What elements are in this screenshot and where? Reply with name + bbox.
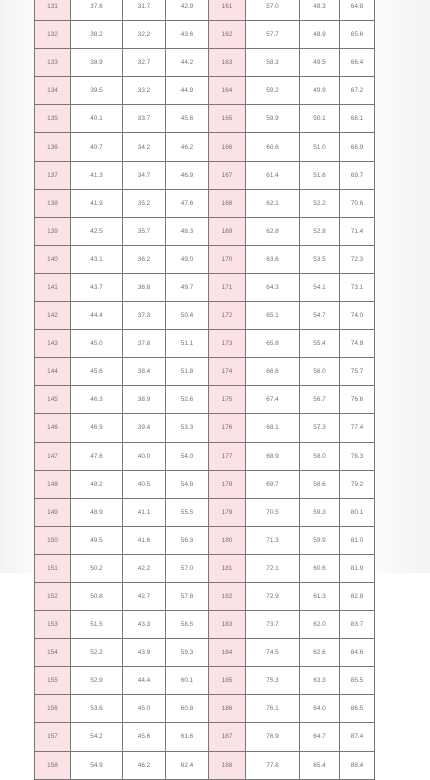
table-row	[35, 358, 375, 386]
table-cell: 164	[209, 77, 246, 105]
table-cell: 171	[209, 273, 246, 301]
table-cell: 37.6	[71, 0, 123, 21]
table-cell: 62.0	[300, 611, 340, 639]
table-cell: 48.9	[71, 498, 123, 526]
table-row	[35, 751, 375, 779]
table-cell: 38.4	[123, 358, 166, 386]
table-row	[35, 498, 375, 526]
table-cell: 34.7	[123, 161, 166, 189]
table-cell: 54.2	[71, 723, 123, 751]
table-cell: 142	[35, 302, 71, 330]
table-cell: 58.6	[300, 470, 340, 498]
table-cell: 39.4	[123, 414, 166, 442]
table-row	[35, 245, 375, 273]
table-cell: 134	[35, 77, 71, 105]
table-cell: 82.8	[340, 582, 375, 610]
table-row	[35, 0, 375, 21]
table-cell: 67.4	[246, 386, 300, 414]
table-row	[35, 667, 375, 695]
table-cell: 73.7	[246, 611, 300, 639]
table-cell: 41.6	[123, 526, 166, 554]
table-cell: 151	[35, 554, 71, 582]
table-cell: 41.3	[71, 161, 123, 189]
table-cell: 138	[35, 189, 71, 217]
table-cell: 53.5	[300, 245, 340, 273]
table-cell: 58.3	[246, 49, 300, 77]
table-cell: 54.8	[166, 470, 209, 498]
table-row	[35, 470, 375, 498]
table-row	[35, 302, 375, 330]
table-cell: 46.2	[166, 133, 209, 161]
table-cell: 51.6	[300, 161, 340, 189]
table-cell: 45.6	[123, 723, 166, 751]
table-cell: 177	[209, 442, 246, 470]
table-cell: 57.8	[166, 582, 209, 610]
table-cell: 169	[209, 217, 246, 245]
table-row	[35, 414, 375, 442]
table-cell: 41.9	[71, 189, 123, 217]
table-cell: 70.5	[246, 498, 300, 526]
table-cell: 146	[35, 414, 71, 442]
table-cell: 52.9	[71, 667, 123, 695]
table-cell: 60.8	[166, 695, 209, 723]
table-cell: 167	[209, 161, 246, 189]
table-cell: 48.9	[300, 21, 340, 49]
table-cell: 49.9	[300, 77, 340, 105]
table-cell: 53.6	[71, 695, 123, 723]
table-cell: 48.2	[71, 470, 123, 498]
table-cell: 46.2	[123, 751, 166, 779]
table-row	[35, 695, 375, 723]
table-cell: 68.1	[340, 105, 375, 133]
table-cell: 148	[35, 470, 71, 498]
table-cell: 42.5	[71, 217, 123, 245]
table-cell: 52.2	[71, 639, 123, 667]
table-cell: 87.4	[340, 723, 375, 751]
table-cell: 131	[35, 0, 71, 21]
table-cell: 60.1	[166, 667, 209, 695]
table-cell: 47.6	[166, 189, 209, 217]
table-cell: 60.6	[246, 133, 300, 161]
table-cell: 34.2	[123, 133, 166, 161]
table-body	[35, 0, 375, 779]
table-cell: 60.6	[300, 554, 340, 582]
table-row	[35, 526, 375, 554]
table-cell: 63.3	[300, 667, 340, 695]
weight-table	[34, 0, 375, 780]
document-sheet	[34, 0, 374, 780]
table-cell: 54.7	[300, 302, 340, 330]
table-cell: 38.2	[71, 21, 123, 49]
table-cell: 59.3	[300, 498, 340, 526]
table-cell: 51.0	[300, 133, 340, 161]
table-cell: 180	[209, 526, 246, 554]
table-cell: 139	[35, 217, 71, 245]
table-cell: 58.0	[300, 442, 340, 470]
table-cell: 45.6	[166, 105, 209, 133]
table-cell: 170	[209, 245, 246, 273]
table-cell: 71.4	[340, 217, 375, 245]
table-cell: 44.9	[166, 77, 209, 105]
table-row	[35, 639, 375, 667]
table-cell: 141	[35, 273, 71, 301]
table-cell: 31.7	[123, 0, 166, 21]
table-cell: 46.9	[166, 161, 209, 189]
table-row	[35, 611, 375, 639]
table-cell: 150	[35, 526, 71, 554]
table-cell: 132	[35, 21, 71, 49]
table-cell: 62.6	[300, 639, 340, 667]
table-cell: 179	[209, 498, 246, 526]
table-cell: 75.3	[246, 667, 300, 695]
table-cell: 65.8	[246, 330, 300, 358]
table-cell: 44.4	[71, 302, 123, 330]
table-cell: 59.9	[300, 526, 340, 554]
table-cell: 57.7	[246, 21, 300, 49]
left-margin	[0, 0, 34, 573]
table-cell: 72.9	[246, 582, 300, 610]
table-cell: 48.3	[300, 0, 340, 21]
table-cell: 78.3	[340, 442, 375, 470]
table-cell: 64.7	[300, 723, 340, 751]
table-cell: 83.7	[340, 611, 375, 639]
table-cell: 81.9	[340, 554, 375, 582]
table-cell: 63.6	[246, 245, 300, 273]
table-cell: 58.5	[166, 611, 209, 639]
table-cell: 65.4	[300, 751, 340, 779]
table-cell: 162	[209, 21, 246, 49]
table-cell: 48.3	[166, 217, 209, 245]
table-cell: 56.0	[300, 358, 340, 386]
table-cell: 81.0	[340, 526, 375, 554]
table-cell: 50.8	[71, 582, 123, 610]
table-cell: 69.7	[246, 470, 300, 498]
table-cell: 158	[35, 751, 71, 779]
table-cell: 62.4	[166, 751, 209, 779]
table-cell: 161	[209, 0, 246, 21]
table-cell: 188	[209, 751, 246, 779]
table-cell: 49.5	[300, 49, 340, 77]
table-row	[35, 723, 375, 751]
table-cell: 70.6	[340, 189, 375, 217]
table-cell: 59.2	[246, 77, 300, 105]
right-margin	[374, 0, 430, 573]
table-cell: 50.2	[71, 554, 123, 582]
table-cell: 39.5	[71, 77, 123, 105]
table-cell: 35.7	[123, 217, 166, 245]
table-row	[35, 273, 375, 301]
table-cell: 32.7	[123, 49, 166, 77]
table-cell: 49.7	[166, 273, 209, 301]
table-cell: 40.5	[123, 470, 166, 498]
table-cell: 59.3	[166, 639, 209, 667]
table-row	[35, 21, 375, 49]
table-cell: 54.1	[300, 273, 340, 301]
table-cell: 74.0	[340, 302, 375, 330]
table-cell: 149	[35, 498, 71, 526]
table-cell: 75.7	[340, 358, 375, 386]
table-cell: 144	[35, 358, 71, 386]
table-cell: 186	[209, 695, 246, 723]
table-cell: 163	[209, 49, 246, 77]
table-cell: 43.1	[71, 245, 123, 273]
table-cell: 135	[35, 105, 71, 133]
table-cell: 61.3	[300, 582, 340, 610]
table-cell: 51.1	[166, 330, 209, 358]
table-row	[35, 582, 375, 610]
table-cell: 182	[209, 582, 246, 610]
table-cell: 65.6	[340, 21, 375, 49]
table-cell: 185	[209, 667, 246, 695]
table-cell: 140	[35, 245, 71, 273]
table-cell: 152	[35, 582, 71, 610]
table-cell: 38.9	[123, 386, 166, 414]
table-cell: 68.9	[246, 442, 300, 470]
table-cell: 76.6	[340, 386, 375, 414]
table-cell: 47.6	[71, 442, 123, 470]
table-cell: 72.1	[246, 554, 300, 582]
table-cell: 46.3	[71, 386, 123, 414]
table-cell: 157	[35, 723, 71, 751]
table-cell: 43.9	[123, 639, 166, 667]
table-cell: 77.4	[340, 414, 375, 442]
table-cell: 147	[35, 442, 71, 470]
table-cell: 181	[209, 554, 246, 582]
table-cell: 46.9	[71, 414, 123, 442]
table-cell: 56.7	[300, 386, 340, 414]
table-cell: 52.2	[300, 189, 340, 217]
table-cell: 68.1	[246, 414, 300, 442]
table-cell: 36.8	[123, 273, 166, 301]
table-cell: 145	[35, 386, 71, 414]
table-cell: 42.7	[123, 582, 166, 610]
table-cell: 53.3	[166, 414, 209, 442]
table-cell: 40.0	[123, 442, 166, 470]
table-cell: 76.9	[246, 723, 300, 751]
table-cell: 88.4	[340, 751, 375, 779]
table-cell: 172	[209, 302, 246, 330]
table-cell: 155	[35, 667, 71, 695]
table-cell: 50.4	[166, 302, 209, 330]
table-cell: 57.0	[246, 0, 300, 21]
table-row	[35, 49, 375, 77]
table-cell: 64.8	[340, 0, 375, 21]
table-cell: 44.2	[166, 49, 209, 77]
table-cell: 55.5	[166, 498, 209, 526]
table-cell: 85.5	[340, 667, 375, 695]
table-cell: 32.2	[123, 21, 166, 49]
table-cell: 54.0	[166, 442, 209, 470]
table-cell: 33.7	[123, 105, 166, 133]
table-cell: 64.3	[246, 273, 300, 301]
table-cell: 86.5	[340, 695, 375, 723]
table-cell: 37.3	[123, 302, 166, 330]
table-cell: 69.7	[340, 161, 375, 189]
table-cell: 168	[209, 189, 246, 217]
table-cell: 156	[35, 695, 71, 723]
table-cell: 62.8	[246, 217, 300, 245]
table-cell: 184	[209, 639, 246, 667]
table-cell: 166	[209, 133, 246, 161]
table-cell: 43.3	[123, 611, 166, 639]
table-cell: 173	[209, 330, 246, 358]
table-cell: 52.6	[166, 386, 209, 414]
table-cell: 49.5	[71, 526, 123, 554]
table-row	[35, 217, 375, 245]
table-cell: 49.0	[166, 245, 209, 273]
table-row	[35, 554, 375, 582]
table-cell: 62.1	[246, 189, 300, 217]
table-cell: 64.0	[300, 695, 340, 723]
table-row	[35, 189, 375, 217]
table-cell: 175	[209, 386, 246, 414]
table-cell: 133	[35, 49, 71, 77]
table-cell: 65.1	[246, 302, 300, 330]
table-cell: 56.3	[166, 526, 209, 554]
table-cell: 57.0	[166, 554, 209, 582]
table-cell: 66.4	[340, 49, 375, 77]
table-row	[35, 161, 375, 189]
table-cell: 67.2	[340, 77, 375, 105]
table-cell: 54.9	[71, 751, 123, 779]
table-cell: 45.6	[71, 358, 123, 386]
table-cell: 72.3	[340, 245, 375, 273]
table-cell: 38.9	[71, 49, 123, 77]
table-cell: 71.3	[246, 526, 300, 554]
table-cell: 42.2	[123, 554, 166, 582]
table-row	[35, 133, 375, 161]
table-cell: 43.7	[71, 273, 123, 301]
table-cell: 41.1	[123, 498, 166, 526]
table-cell: 44.4	[123, 667, 166, 695]
table-cell: 73.1	[340, 273, 375, 301]
table-cell: 61.6	[166, 723, 209, 751]
table-cell: 178	[209, 470, 246, 498]
table-cell: 35.2	[123, 189, 166, 217]
table-cell: 183	[209, 611, 246, 639]
table-cell: 55.4	[300, 330, 340, 358]
table-cell: 40.7	[71, 133, 123, 161]
table-row	[35, 386, 375, 414]
table-row	[35, 105, 375, 133]
table-cell: 74.8	[340, 330, 375, 358]
table-cell: 77.8	[246, 751, 300, 779]
table-cell: 51.8	[166, 358, 209, 386]
table-cell: 45.0	[71, 330, 123, 358]
table-cell: 59.9	[246, 105, 300, 133]
table-cell: 154	[35, 639, 71, 667]
table-cell: 33.2	[123, 77, 166, 105]
table-cell: 80.1	[340, 498, 375, 526]
table-cell: 57.3	[300, 414, 340, 442]
table-row	[35, 442, 375, 470]
table-cell: 165	[209, 105, 246, 133]
table-cell: 61.4	[246, 161, 300, 189]
table-row	[35, 330, 375, 358]
table-cell: 36.2	[123, 245, 166, 273]
table-cell: 68.9	[340, 133, 375, 161]
table-cell: 40.1	[71, 105, 123, 133]
table-cell: 52.8	[300, 217, 340, 245]
table-cell: 136	[35, 133, 71, 161]
table-cell: 187	[209, 723, 246, 751]
table-cell: 76.1	[246, 695, 300, 723]
table-cell: 153	[35, 611, 71, 639]
table-cell: 42.9	[166, 0, 209, 21]
table-cell: 45.0	[123, 695, 166, 723]
table-cell: 137	[35, 161, 71, 189]
table-row	[35, 77, 375, 105]
table-cell: 50.1	[300, 105, 340, 133]
table-cell: 37.8	[123, 330, 166, 358]
table-cell: 84.6	[340, 639, 375, 667]
table-cell: 51.5	[71, 611, 123, 639]
table-cell: 74.5	[246, 639, 300, 667]
table-cell: 66.6	[246, 358, 300, 386]
table-cell: 143	[35, 330, 71, 358]
table-cell: 174	[209, 358, 246, 386]
table-cell: 79.2	[340, 470, 375, 498]
table-cell: 176	[209, 414, 246, 442]
table-cell: 43.6	[166, 21, 209, 49]
